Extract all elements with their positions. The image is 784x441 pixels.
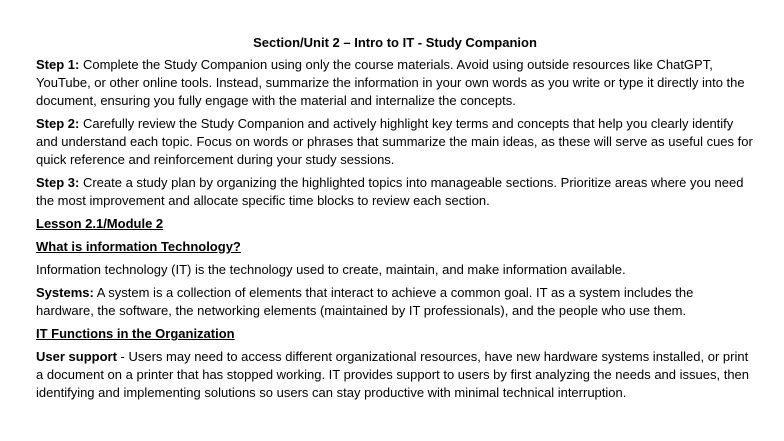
it-heading: What is information Technology? xyxy=(36,239,241,254)
step-1-label: Step 1: xyxy=(36,57,80,72)
user-support-text: - Users may need to access different organizational resources, have new hardware systems installed, or print a document on a printer that has stopped working. IT provides support to users by first analyzing the needs and issues, then identifying and implementing solutions so users can stay productive with minimal technical interruption. xyxy=(36,349,750,400)
document-title: Section/Unit 2 – Intro to IT - Study Companion xyxy=(253,35,537,50)
systems-text: A system is a collection of elements that interact to achieve a common goal. IT as a system includes the hardware, the software, the networking elements (maintained by IT professionals), and the people who use them. xyxy=(36,285,694,318)
step-1-paragraph xyxy=(36,56,754,110)
user-support-paragraph xyxy=(36,348,754,402)
user-support-label: User support xyxy=(36,349,117,364)
lesson-heading: Lesson 2.1/Module 2 xyxy=(36,216,164,231)
functions-heading: IT Functions in the Organization xyxy=(36,326,235,341)
step-2-label: Step 2: xyxy=(36,116,80,131)
step-3-text: Create a study plan by organizing the highlighted topics into manageable sections. Prioritize areas where you need the most improvement and allocate specific time blocks to review each section. xyxy=(36,175,744,208)
systems-label: Systems: xyxy=(36,285,94,300)
step-3-paragraph xyxy=(36,174,754,210)
step-2-paragraph xyxy=(36,115,754,169)
step-1-text: Complete the Study Companion using only the course materials. Avoid using outside resources like ChatGPT, YouTube, or other online tools. Instead, summarize the information in your own words as you write or type it directly into the document, ensuring you fully engage with the material and internalize the concepts. xyxy=(36,57,745,108)
step-3-label: Step 3: xyxy=(36,175,80,190)
systems-paragraph xyxy=(36,284,754,320)
it-definition: Information technology (IT) is the technology used to create, maintain, and make information available. xyxy=(36,262,626,277)
step-2-text: Carefully review the Study Companion and actively highlight key terms and concepts that help you clearly identify and understand each topic. Focus on words or phrases that summarize the main ideas, as these will serve as useful cues for quick reference and reinforcement during your study sessions. xyxy=(36,116,753,167)
